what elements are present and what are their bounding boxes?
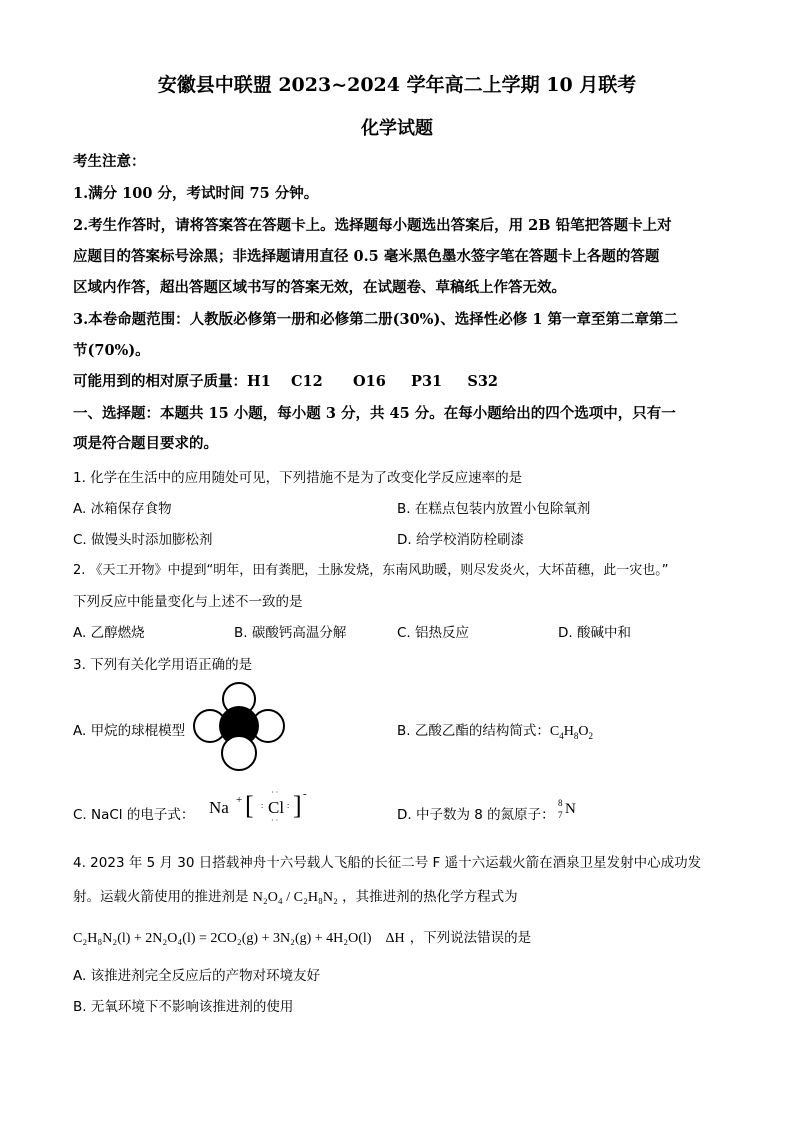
chloride-charge: - [303,788,307,800]
q4-option-a: A. 该推进剂完全反应后的产物对环境友好 [73,968,321,984]
electron-dots-top: ·· [271,788,281,797]
mass-number: 8 [558,798,563,808]
q4-line-2: 射。运载火箭使用的推进剂是 N₂O₄ / C₂H₈N₂ ，其推进剂的热化学方程式为 [73,889,518,905]
chlorine-symbol: Cl [268,798,285,817]
q3-option-c: C. NaCl 的电子式： [73,807,195,823]
notice-item-2-line-2: 应题目的答案标号涂黑；非选择题请用直径 0.5 毫米黑色墨水签字笔在答题卡上各题的答题 [73,248,660,265]
q1-option-d: D. 给学校消防栓刷漆 [397,532,524,548]
notice-item-3-line-1: 3.本卷命题范围：人教版必修第一册和必修第二册(30%)、选择性必修 1 第一章至第二章第二 [73,311,678,328]
q1-option-b: B. 在糕点包装内放置小包除氧剂 [397,501,591,517]
left-bracket: [ [245,791,254,820]
q4-line-1: 4. 2023 年 5 月 30 日搭载神舟十六号载人飞船的长征二号 F 遥十六运载火箭在酒泉卫星发射中心成功发 [73,855,702,871]
section-1-line-2: 项是符合题目要求的。 [73,435,218,452]
electron-dots-bottom: ·· [271,816,281,825]
methane-ball-model-image [193,681,285,773]
q4-option-b: B. 无氧环境下不影响该推进剂的使用 [73,999,294,1015]
q4-equation: C₂H₈N₂(l) + 2N₂O₄(l) = 2CO₂(g) + 3N₂(g) + 4H₂O(l) ΔH ，下列说法错误的是 [73,930,532,946]
sodium-symbol: Na [209,798,229,817]
notice-item-2-line-1: 2.考生作答时，请将答案答在答题卡上。选择题每小题选出答案后，用 2B 铅笔把答题卡上对 [73,217,672,234]
notice-item-2-line-3: 区域内作答，超出答题区域书写的答案无效，在试题卷、草稿纸上作答无效。 [73,279,566,296]
notice-heading: 考生注意： [73,153,146,170]
q3-option-a: A. 甲烷的球棍模型 [73,723,186,739]
q2-stem-line-2: 下列反应中能量变化与上述不一致的是 [73,594,303,610]
right-bracket: ] [293,791,302,820]
electron-dots-right: : [287,801,290,810]
q2-option-d: D. 酸碱中和 [558,625,631,641]
q2-option-b: B. 碳酸钙高温分解 [234,625,347,641]
electron-dots-left: : [261,801,264,810]
q3-stem: 3. 下列有关化学用语正确的是 [73,657,253,673]
nacl-electron-formula [209,788,319,832]
thermochemical-equation: C₂H₈N₂(l) + 2N₂O₄(l) = 2CO₂(g) + 3N₂(g) + 4H₂O(l) ΔH [73,931,405,946]
q2-option-a: A. 乙醇燃烧 [73,625,145,641]
q1-stem: 1. 化学在生活中的应用随处可见，下列措施不是为了改变化学反应速率的是 [73,470,523,486]
q1-option-c: C. 做馒头时添加膨松剂 [73,532,213,548]
notice-item-1: 1.满分 100 分，考试时间 75 分钟。 [73,185,319,202]
nitrogen-isotope [558,798,588,824]
q3-option-b: B. 乙酸乙酯的结构简式：$C_4H_8O_2$ [397,723,593,741]
propellant-formula: N₂O₄ / C₂H₈N₂ [252,890,338,905]
q1-option-a: A. 冰箱保存食物 [73,501,172,517]
sodium-charge: + [236,794,243,806]
element-symbol: N [565,801,576,817]
atomic-number: 7 [558,810,563,820]
q2-stem-line-1: 2. 《天工开物》中提到“明年，田有粪肥，土脉发烧，东南风助暖，则尽发炎火，大坏苗穗，此一灾也。” [73,563,669,578]
page-subtitle: 化学试题 [361,118,433,139]
q3-option-d: D. 中子数为 8 的氮原子： [397,807,555,823]
atomic-masses: 可能用到的相对原子质量：H1 C12 O16 P31 S32 [73,373,499,390]
notice-item-3-line-2: 节(70%)。 [73,342,150,359]
q2-option-c: C. 铝热反应 [397,625,470,641]
page-title: 安徽县中联盟 2023~2024 学年高二上学期 10 月联考 [157,74,637,96]
section-1-line-1: 一、选择题：本题共 15 小题，每小题 3 分，共 45 分。在每小题给出的四个选项中，只有一 [73,405,676,422]
